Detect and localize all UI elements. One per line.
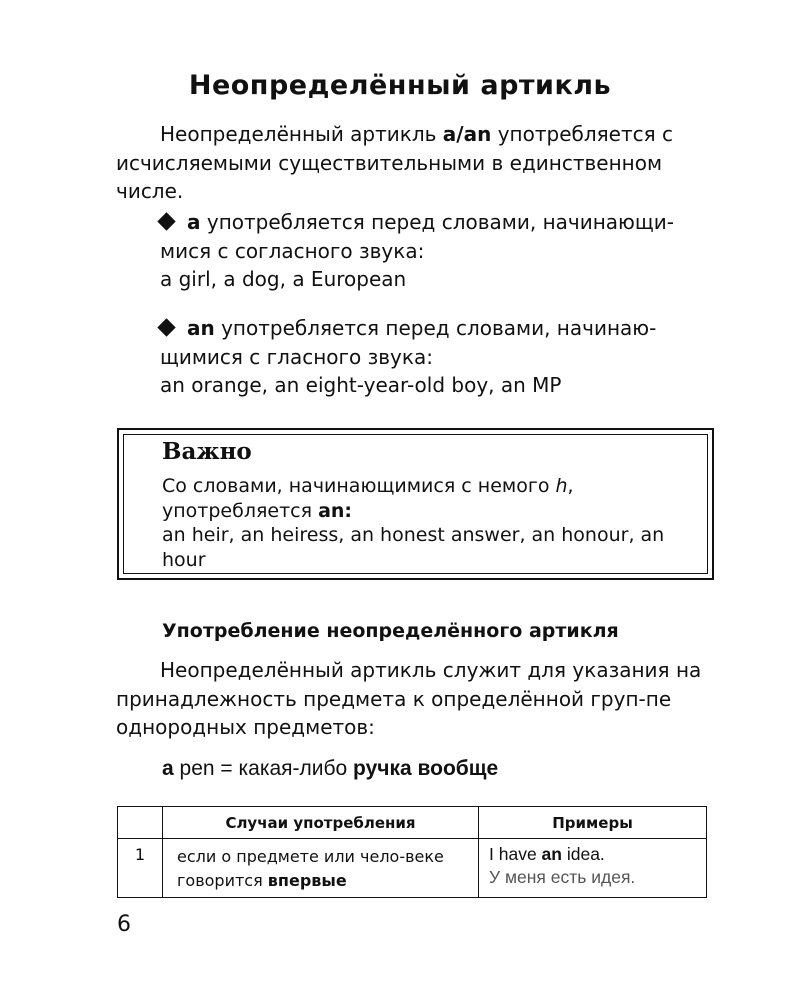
important-line-2 [162,499,692,524]
important-line-1-comma: , [567,475,574,497]
usage-table [117,806,707,898]
table-header-examples: Примеры [479,807,707,839]
row-number: 1 [118,839,163,898]
important-box-title: Важно [162,438,252,465]
important-line-2-text: употребляется [162,499,319,522]
important-an-term: an: [318,499,353,522]
row-case [163,839,479,898]
page-title: Неопределённый артикль [188,70,612,101]
rule-an-block [116,314,710,400]
rule-an-example: an orange, an eight-year-old boy, an MP [160,373,562,397]
diamond-bullet-icon [157,212,175,230]
table-header-cases: Случаи употребления [163,807,479,839]
rule-a-block [116,208,710,294]
intro-text-end: употребляется с исчисляемыми существительными в единственном числе. [116,122,673,203]
important-examples: an heir, an heiress, an honest answer, an honour, an hour [162,524,665,571]
example-formula [162,757,498,781]
diamond-bullet-icon [157,318,175,336]
rule-a-text: употребляется перед словами, начинающи-мися с согласного звука: [160,210,674,263]
rule-a-example: a girl, a dog, a European [160,267,407,291]
row-example-en-end: idea. [561,844,605,864]
formula-article: a [162,757,174,780]
important-box [117,428,714,580]
formula-middle: pen = какая-либо [173,757,354,780]
row-case-emphasis: впервые [267,871,347,890]
rule-an-text: употребляется перед словами, начинаю-щимися с гласного звука: [160,316,657,369]
table-row [118,839,707,898]
usage-paragraph: Неопределённый артикль служит для указания на принадлежность предмета к определённой груп-пе однородных предметов: [116,658,702,739]
rule-an-line [116,314,710,371]
table-header-row [118,807,707,839]
formula-meaning: ручка вообще [353,757,499,780]
row-example [479,839,707,898]
important-line-1 [162,474,692,499]
intro-text-start: Неопределённый артикль [160,122,443,146]
rule-a-term: a [187,210,201,234]
section-subheading: Употребление неопределённого артикля [162,620,619,642]
intro-article-term: a/an [442,122,492,146]
intro-paragraph [116,120,710,206]
page-number: 6 [117,912,131,937]
important-line-1-text: Со словами, начинающимися с немого [162,475,556,497]
rule-an-term: an [187,316,215,340]
row-example-en [489,843,698,866]
important-silent-letter: h [555,475,568,497]
row-example-ru: У меня есть идея. [489,867,636,887]
row-example-en-article: an [541,844,562,864]
table-header-num [118,807,163,839]
rule-a-line [116,208,710,265]
row-example-en-start: I have [489,844,542,864]
row-case-text: если о предмете или чело-веке говорится [177,847,444,890]
important-box-text [162,474,692,572]
